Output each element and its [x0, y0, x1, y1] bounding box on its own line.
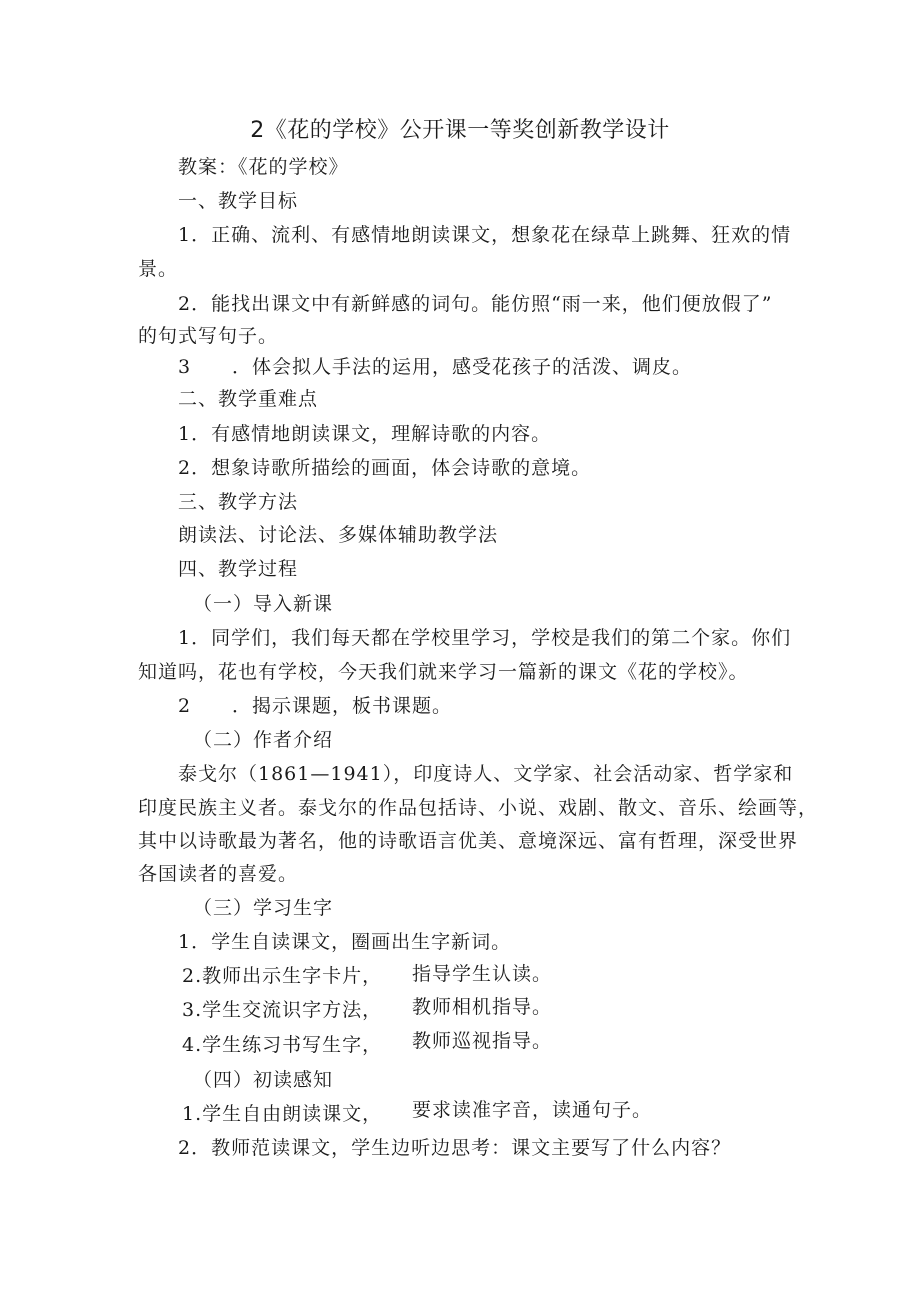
author-paragraph-line-4: 各国读者的喜爱。 [138, 863, 299, 885]
section-heading-key-points: 二、教学重难点 [178, 388, 319, 410]
section-heading-methods: 三、教学方法 [178, 491, 299, 513]
objective-3-text: ．体会拟人手法的运用，感受花孩子的活泼、调皮。 [232, 356, 693, 378]
methods-text: 朗读法、讨论法、多媒体辅助教学法 [178, 524, 499, 546]
subsection-heading-new-words: （三）学习生字 [193, 897, 334, 919]
objective-3-number: 3 [178, 356, 192, 378]
section-heading-objectives: 一、教学目标 [178, 190, 299, 212]
objective-2-line-1: 2．能找出课文中有新鲜感的词句。能仿照“雨一来，他们便放假了” [178, 293, 773, 315]
objective-2-line-2: 的句式写句子。 [138, 325, 279, 347]
lesson-plan-label: 教案：《花的学校》 [178, 156, 349, 178]
subsection-heading-intro: （一）导入新课 [193, 593, 334, 615]
document-title: 2《花的学校》公开课一等奖创新教学设计 [250, 118, 670, 143]
section-heading-process: 四、教学过程 [178, 558, 299, 580]
first-reading-step-1-left: 1.学生自由朗读课文， [182, 1103, 383, 1125]
author-paragraph-line-3: 其中以诗歌最为著名，他的诗歌语言优美、意境深远、富有哲理，深受世界 [138, 830, 799, 852]
intro-step-2-number: 2 [178, 695, 192, 717]
first-reading-step-1-right: 要求读准字音，读通句子。 [412, 1099, 653, 1121]
objective-1-line-2: 景。 [138, 258, 179, 280]
author-paragraph-line-2: 印度民族主义者。泰戈尔的作品包括诗、小说、戏剧、散文、音乐、绘画等， [138, 797, 819, 819]
objective-1-line-1: 1．正确、流利、有感情地朗读课文，想象花在绿草上跳舞、狂欢的情 [178, 224, 792, 246]
new-words-step-1: 1．学生自读课文，圈画出生字新词。 [178, 931, 512, 953]
new-words-step-4-left: 4.学生练习书写生字， [182, 1034, 383, 1056]
new-words-step-3-right: 教师相机指导。 [412, 996, 553, 1018]
author-paragraph-line-1: 泰戈尔（1861—1941），印度诗人、文学家、社会活动家、哲学家和 [178, 763, 794, 785]
intro-step-1-line-2: 知道吗，花也有学校，今天我们就来学习一篇新的课文《花的学校》。 [138, 661, 749, 683]
subsection-heading-first-reading: （四）初读感知 [193, 1069, 334, 1091]
intro-step-2-text: ．揭示课题，板书课题。 [232, 695, 453, 717]
new-words-step-2-right: 指导学生认读。 [412, 963, 553, 985]
key-point-2: 2．想象诗歌所描绘的画面，体会诗歌的意境。 [178, 457, 592, 479]
key-point-1: 1．有感情地朗读课文，理解诗歌的内容。 [178, 423, 552, 445]
intro-step-1-line-1: 1．同学们，我们每天都在学校里学习，学校是我们的第二个家。你们 [178, 627, 792, 649]
subsection-heading-author: （二）作者介绍 [193, 729, 334, 751]
new-words-step-3-left: 3.学生交流识字方法， [182, 999, 383, 1021]
new-words-step-4-right: 教师巡视指导。 [412, 1030, 553, 1052]
new-words-step-2-left: 2.教师出示生字卡片， [182, 965, 383, 987]
first-reading-step-2: 2．教师范读课文，学生边听边思考：课文主要写了什么内容？ [178, 1137, 732, 1159]
